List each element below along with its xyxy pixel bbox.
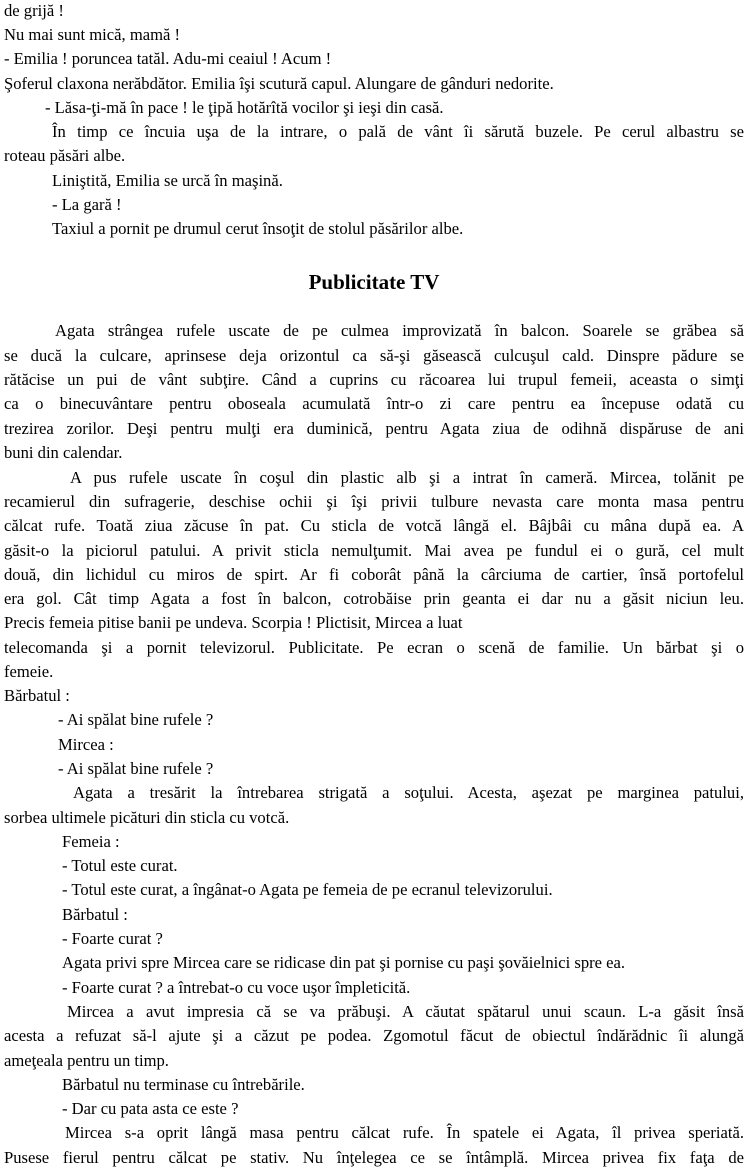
text-line: Mircea : bbox=[58, 735, 114, 754]
text-line: - Emilia ! poruncea tatăl. Adu-mi ceaiul ! Acum ! bbox=[4, 49, 332, 68]
text-line: Bărbatul : bbox=[62, 905, 128, 924]
text-line: ca o binecuvântare pentru oboseala acumulată într-o zi care pentru ea începuse odată cu bbox=[4, 394, 744, 413]
text-line: - Foarte curat ? a întrebat-o cu voce uşor împleticită. bbox=[62, 978, 411, 997]
text-line: roteau păsări albe. bbox=[4, 146, 126, 165]
text-line: Agata strângea rufele uscate de pe culmea improvizată în balcon. Soarele se grăbea să bbox=[55, 321, 744, 340]
text-line: Mircea s-a oprit lângă masa pentru călcat rufe. În spatele ei Agata, îl privea speriată. bbox=[65, 1123, 744, 1142]
text-line: sorbea ultimele picături din sticla cu votcă. bbox=[4, 808, 290, 827]
text-line: Bărbatul : bbox=[4, 686, 70, 705]
text-line: - Totul este curat, a îngânat-o Agata pe femeia de pe ecranul televizorului. bbox=[62, 880, 553, 899]
text-line: Agata privi spre Mircea care se ridicase din pat şi pornise cu paşi şovăielnici spre ea. bbox=[62, 953, 626, 972]
text-line: era gol. Cât timp Agata a fost în balcon, cotrobăise prin geanta ei dar nu a găsit niciun leu. bbox=[4, 589, 744, 608]
text-line: Liniştită, Emilia se urcă în maşină. bbox=[52, 171, 283, 190]
text-line: A pus rufele uscate în coşul din plastic alb şi a intrat în cameră. Mircea, tolănit pe bbox=[70, 468, 744, 487]
text-line: două, din lichidul cu miros de spirt. Ar fi coborât până la cârciuma de cartier, însă portofelul bbox=[4, 565, 744, 584]
text-line: - Totul este curat. bbox=[62, 856, 178, 875]
text-line: ameţeala pentru un timp. bbox=[4, 1051, 169, 1070]
text-line: Femeia : bbox=[62, 832, 120, 851]
text-line: femeie. bbox=[4, 662, 54, 681]
text-line: buni din calendar. bbox=[4, 443, 123, 462]
text-line: găsit-o la piciorul patului. A privit sticla nemulţumit. Mai avea pe fundul ei o gură, cel mult bbox=[4, 541, 744, 560]
text-line: - Foarte curat ? bbox=[62, 929, 163, 948]
text-line: Agata a tresărit la întrebarea strigată a soţului. Acesta, aşezat pe marginea patului, bbox=[73, 783, 744, 802]
text-line: Bărbatul nu terminase cu întrebările. bbox=[62, 1075, 305, 1094]
text-line: acesta a refuzat să-l ajute şi a căzut pe podea. Zgomotul făcut de obiectul îndărădnic îi alungă bbox=[4, 1026, 744, 1045]
text-line: - Lăsa-ţi-mă în pace ! le ţipă hotărîtă vocilor şi ieşi din casă. bbox=[45, 98, 444, 117]
text-line: Precis femeia pitise banii pe undeva. Scorpia ! Plictisit, Mircea a luat bbox=[4, 613, 463, 632]
text-line: Pusese fierul pentru călcat pe stativ. Nu înţelegea ce se întâmplă. Mircea privea fix faţa de bbox=[4, 1148, 744, 1167]
text-line: Taxiul a pornit pe drumul cerut însoţit de stolul păsărilor albe. bbox=[52, 219, 464, 238]
text-line: trezirea zorilor. Deşi pentru mulţi era duminică, pentru Agata ziua de odihnă dispăruse de ani bbox=[4, 419, 744, 438]
text-line: recamierul din sufragerie, deschise ochii şi îşi privii tulbure nevasta care monta masa pentru bbox=[4, 492, 744, 511]
text-line: călcat rufe. Toată ziua zăcuse în pat. Cu sticla de votcă lângă el. Bâjbâi cu mâna după ea. A bbox=[4, 516, 744, 535]
text-line: de grijă ! bbox=[4, 1, 64, 20]
text-line: - La gară ! bbox=[52, 195, 122, 214]
text-line: Nu mai sunt mică, mamă ! bbox=[4, 25, 181, 44]
text-line: - Dar cu pata asta ce este ? bbox=[62, 1099, 239, 1118]
text-line: În timp ce încuia uşa de la intrare, o pală de vânt îi sărută buzele. Pe cerul albastru se bbox=[52, 122, 744, 141]
text-line: - Ai spălat bine rufele ? bbox=[58, 710, 214, 729]
text-line: rătăcise un pui de vânt subţire. Când a cuprins cu răcoarea lui trupul femeii, aceasta o simţi bbox=[4, 370, 744, 389]
text-line: Şoferul claxona nerăbdător. Emilia îşi scutură capul. Alungare de gânduri nedorite. bbox=[4, 74, 554, 93]
text-line: - Ai spălat bine rufele ? bbox=[58, 759, 214, 778]
text-line: telecomanda şi a pornit televizorul. Publicitate. Pe ecran o scenă de familie. Un bărbat şi o bbox=[4, 638, 744, 657]
text-line: Mircea a avut impresia că se va prăbuşi. A căutat spătarul unui scaun. L-a găsit însă bbox=[67, 1002, 744, 1021]
section-title: Publicitate TV bbox=[308, 270, 440, 294]
text-line: se ducă la culcare, aprinsese deja orizontul ca să-şi găsească culcuşul cald. Dinspre pădure se bbox=[4, 346, 744, 365]
